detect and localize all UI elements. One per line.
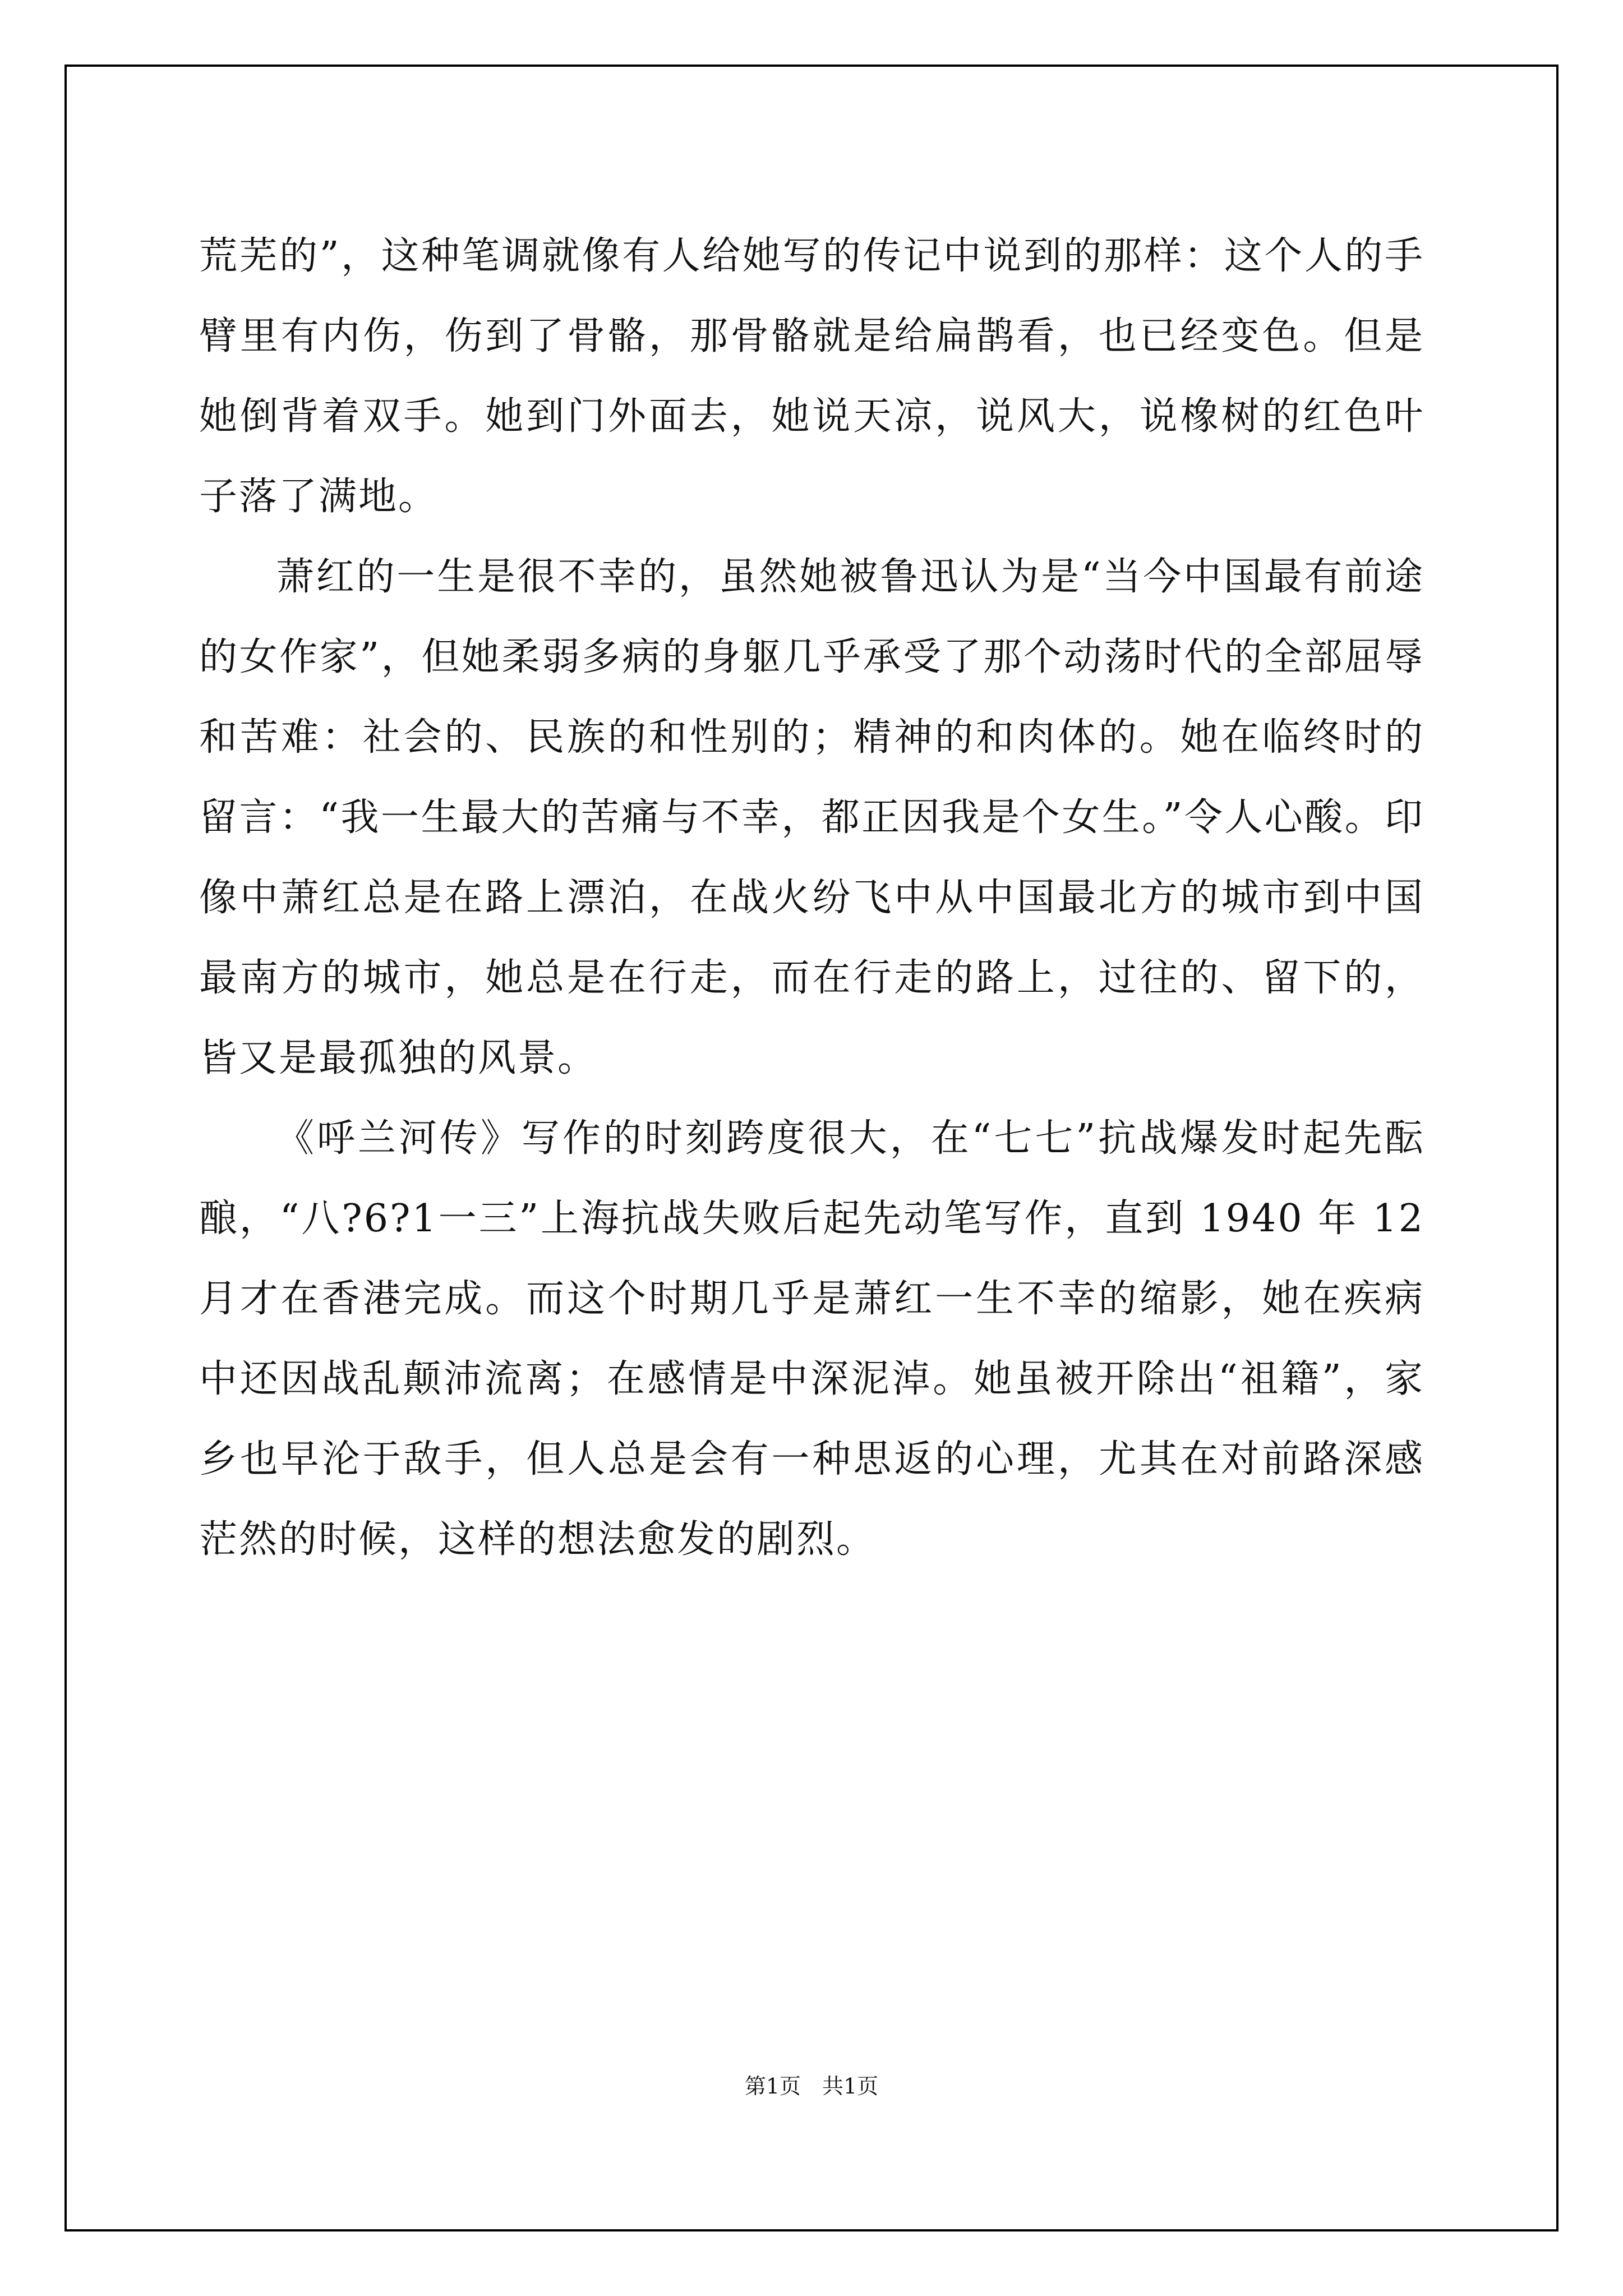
paragraph-1: 荒芜的”，这种笔调就像有人给她写的传记中说到的那样：这个人的手臂里有内伤，伤到了骨骼，那骨骼就是给扁鹊看，也已经变色。但是她倒背着双手。她到门外面去，她说天凉，说风大，说橡树的红色叶子落了满地。 [199,234,1424,519]
paragraph-3: 《呼兰河传》写作的时刻跨度很大，在“七七”抗战爆发时起先酝酿，“八?6?1一三”上海抗战失败后起先动笔写作，直到 1940 年 12 月才在香港完成。而这个时期几乎是萧红一生不幸的缩影，她在疾病中还因战乱颠沛流离；在感情是中深泥淖。她虽被开除出“祖籍”，家乡也早沦于敌手，但人总是会有一种思返的心理，尤其在对前路深感茫然的时候，这样的想法愈发的剧烈。 [199,1116,1424,1562]
document-body [199,216,1424,1580]
page-number-footer: 第1页 共1页 [744,2074,879,2099]
paragraph-2: 萧红的一生是很不幸的，虽然她被鲁迅认为是“当今中国最有前途的女作家”，但她柔弱多病的身躯几乎承受了那个动荡时代的全部屈辱和苦难：社会的、民族的和性别的；精神的和肉体的。她在临终时的留言：“我一生最大的苦痛与不幸，都正因我是个女生。”令人心酸。印像中萧红总是在路上漂泊，在战火纷飞中从中国最北方的城市到中国最南方的城市，她总是在行走，而在行走的路上，过往的、留下的，皆又是最孤独的风景。 [199,555,1424,1080]
